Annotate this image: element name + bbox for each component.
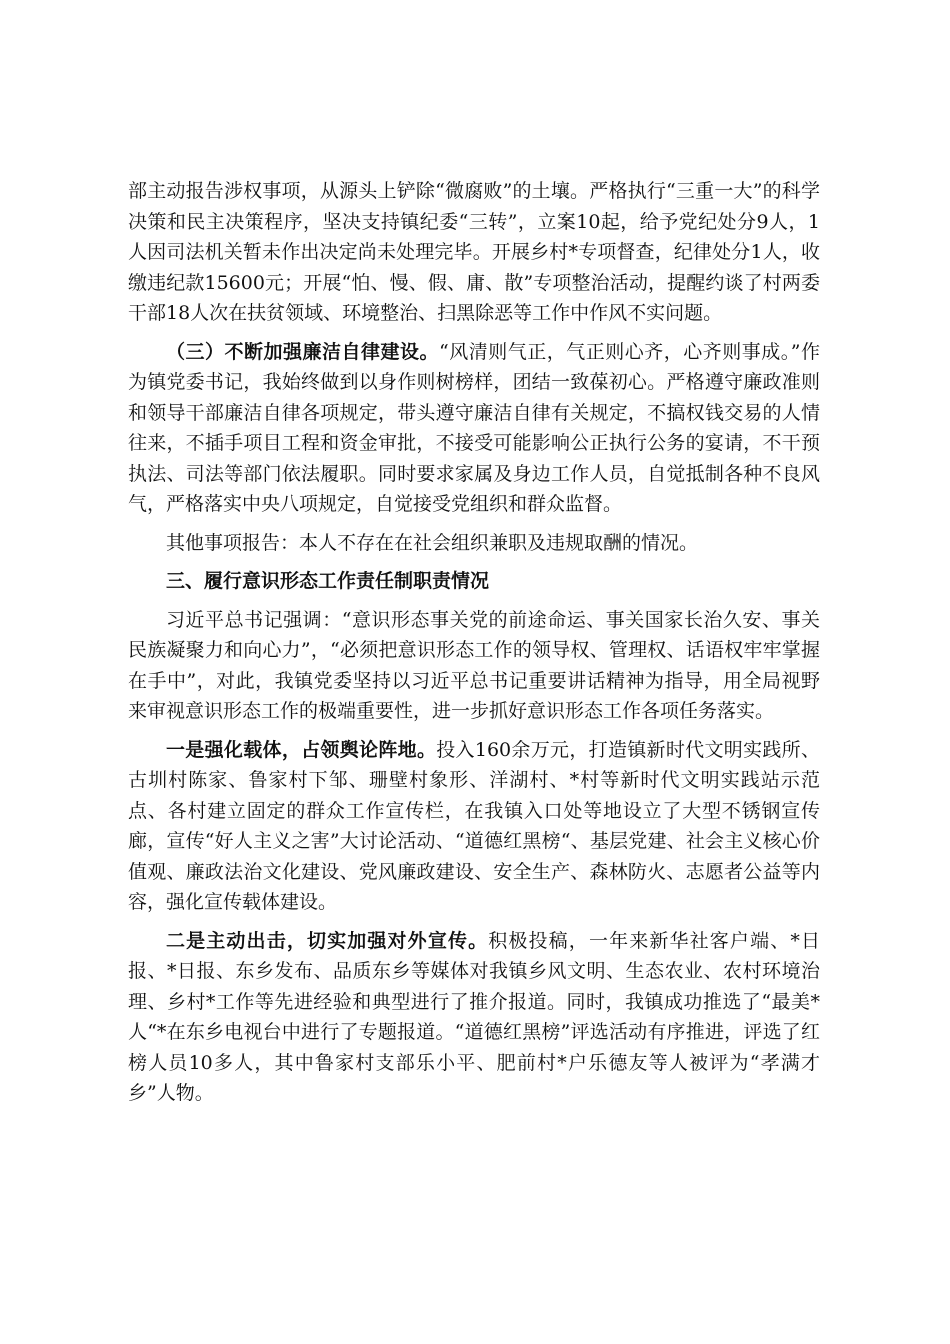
section-heading-ideology [128,566,820,597]
paragraph-text: 积极投稿，一年来新华社客户端、*日报、*日报、东乡发布、品质东乡等媒体对我镇乡风文明、生态农业、农村环境治理、乡村*工作等先进经验和典型进行了推介报道。同时，我镇成功推选了“最美*人“*在东乡电视台中进行了专题报道。“道德红黑榜”评选活动有序推进，评选了红榜人员10多人，其中鲁家村支部乐小平、肥前村*户乐德友等人被评为“孝满才乡”人物。 [128,929,820,1104]
paragraph-discipline-cases [128,176,820,329]
paragraph-text: “风清则气正，气正则心齐，心齐则事成。”作为镇党委书记，我始终做到以身作则树榜样，团结一致葆初心。严格遵守廉政准则和领导干部廉洁自律各项规定，带头遵守廉洁自律有关规定，不搞权钱交易的人情往来，不插手项目工程和资金审批，不接受可能影响公正执行公务的宴请，不干预执法、司法等部门依法履职。同时要求家属及身边工作人员，自觉抵制各种不良风气，严格落实中央八项规定，自觉接受党组织和群众监督。 [128,340,820,515]
paragraph-text: 习近平总书记强调：“意识形态事关党的前途命运、事关国家长治久安、事关民族凝聚力和向心力”，“必须把意识形态工作的领导权、管理权、话语权牢牢掌握在手中”，对此，我镇党委坚持以习近平总书记重要讲话精神为指导，用全局视野来审视意识形态工作的极端重要性，进一步抓好意识形态工作各项任务落实。 [128,608,820,722]
paragraph-publicity [128,926,820,1109]
heading-text: 三、履行意识形态工作责任制职责情况 [166,570,490,592]
paragraph-carrier [128,735,820,918]
section-heading-integrity: （三）不断加强廉洁自律建设。 [166,340,440,363]
paragraph-text: 其他事项报告：本人不存在在社会组织兼职及违规取酬的情况。 [166,531,699,554]
paragraph-text: 投入160余万元，打造镇新时代文明实践所、古圳村陈家、鲁家村下邹、珊壁村象形、洋湖村、*村等新时代文明实践站示范点、各村建立固定的群众工作宣传栏，在我镇入口处等地设立了大型不锈钢宣传廊，宣传“好人主义之害”大讨论活动、“道德红黑榜“、基层党建、社会主义核心价值观、廉政法治文化建设、党风廉政建设、安全生产、森林防火、志愿者公益等内容，强化宣传载体建设。 [128,738,820,913]
document-body [128,176,820,1117]
paragraph-ideology-intro [128,605,820,727]
paragraph-integrity-building [128,337,820,520]
paragraph-text: 部主动报告涉权事项，从源头上铲除“微腐败”的土壤。严格执行“三重一大”的科学决策和民主决策程序，坚决支持镇纪委“三转”，立案10起，给予党纪处分9人，1人因司法机关暂未作出决定尚未处理完毕。开展乡村*专项督查，纪律处分1人，收缴违纪款15600元；开展“怕、慢、假、庸、散”专项整治活动，提醒约谈了村两委干部18人次在扶贫领域、环境整治、扫黑除恶等工作中作风不实问题。 [128,180,820,324]
subheading-publicity: 二是主动出击，切实加强对外宣传。 [166,929,489,952]
subheading-carrier: 一是强化载体，占领舆论阵地。 [166,738,437,761]
paragraph-other-matters [128,528,820,559]
